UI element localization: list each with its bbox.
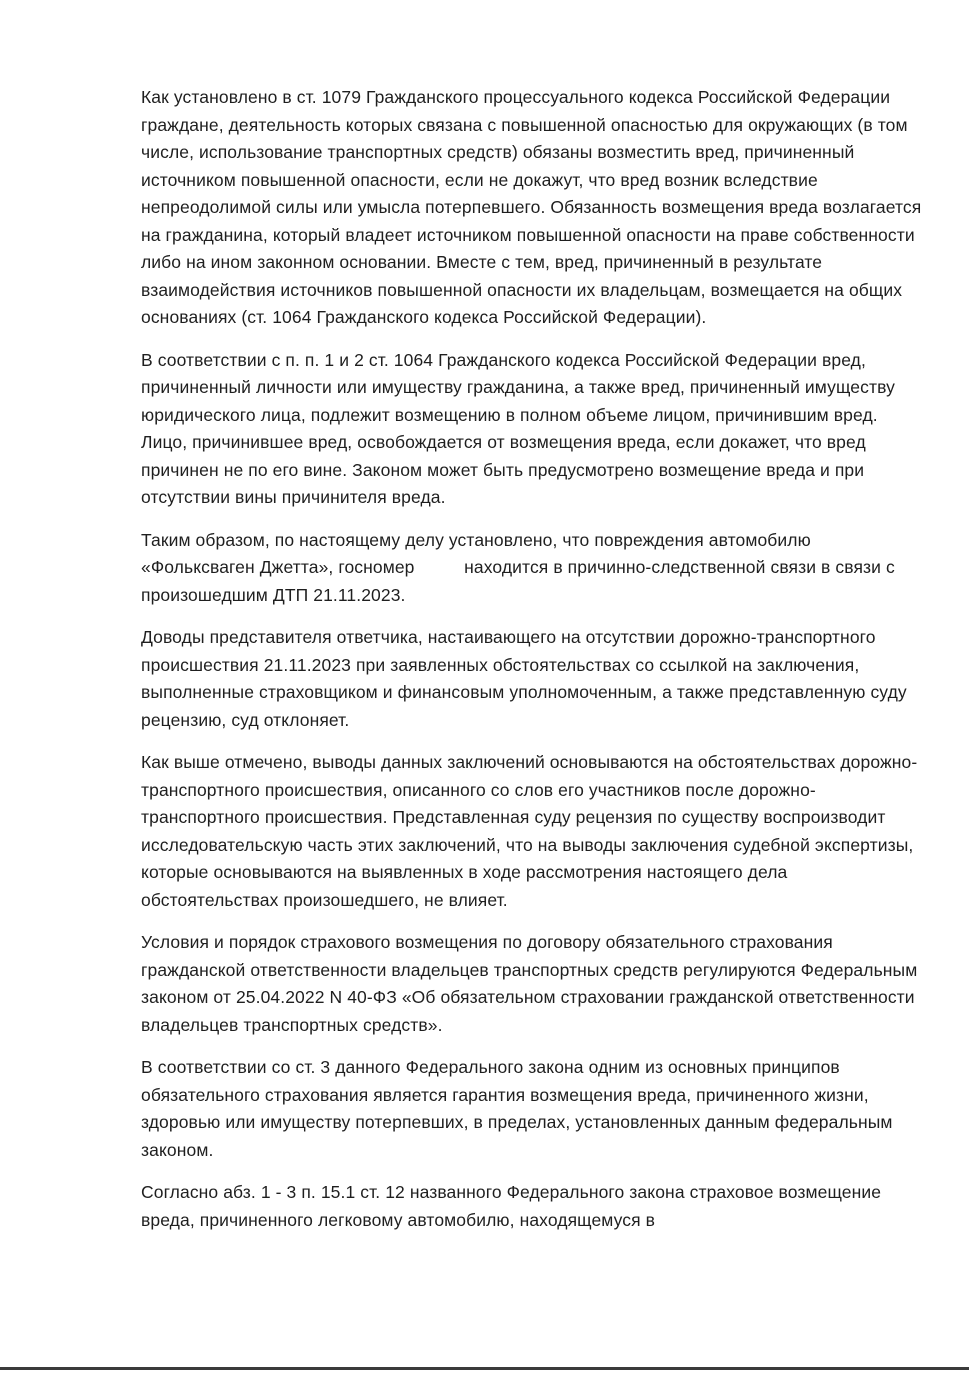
- paragraph: Таким образом, по настоящему делу установлено, что повреждения автомобилю «Фольксваген Джетта», госномер находится в причинно-следственной связи в связи с произошедшим ДТП 21.11.2023.: [141, 529, 900, 605]
- paragraph: Как установлено в ст. 1079 Гражданского процессуального кодекса Российской Федерации граждане, деятельность которых связана с повышенной опасностью для окружающих (в том числе, использование транспортных средств) обязаны возместить вред, причиненный источником повышенной опасности, если не докажут, что вред возник вследствие непреодолимой силы или умысла потерпевшего. Обязанность возмещения вреда возлагается на гражданина, который владеет источником повышенной опасности на праве собственности либо на ином законном основании. Вместе с тем, вред, причиненный в результате взаимодействия источников повышенной опасности их владельцам, возмещается на общих основаниях (ст. 1064 Гражданского кодекса Российской Федерации).: [141, 87, 927, 327]
- paragraph: Условия и порядок страхового возмещения по договору обязательного страхования гражданской ответственности владельцев транспортных средств регулируются Федеральным законом от 25.04.2022 N 40-ФЗ «Об обязательном страховании гражданской ответственности владельцев транспортных средств».: [141, 932, 923, 1035]
- paragraph: Как выше отмечено, выводы данных заключений основываются на обстоятельствах дорожно-транспортного происшествия, описанного со слов его участников после дорожно-транспортного происшествия. Представленная суду рецензия по существу воспроизводит исследовательскую часть этих заключений, что на выводы заключения судебной экспертизы, которые основываются на выявленных в ходе рассмотрения настоящего дела обстоятельствах произошедшего, не влияет.: [141, 752, 919, 910]
- paragraph: Согласно абз. 1 - 3 п. 15.1 ст. 12 названного Федерального закона страховое возмещение вреда, причиненного легковому автомобилю, находящемуся в: [141, 1182, 887, 1230]
- paragraph: В соответствии с п. п. 1 и 2 ст. 1064 Гражданского кодекса Российской Федерации вред, причиненный личности или имуществу гражданина, а также вред, причиненный имуществу юридического лица, подлежит возмещению в полном объеме лицом, причинившим вред. Лицо, причинившее вред, освобождается от возмещения вреда, если докажет, что вред причинен не по его вине. Законом может быть предусмотрено возмещение вреда и при отсутствии вины причинителя вреда.: [141, 349, 900, 507]
- paragraph: Доводы представителя ответчика, настаивающего на отсутствии дорожно-транспортного происшествия 21.11.2023 при заявленных обстоятельствах со ссылкой на заключения, выполненные страховщиком и финансовым уполномоченным, а также представленную суду рецензию, суд отклоняет.: [141, 627, 912, 730]
- document-body: [141, 84, 927, 1249]
- paragraph: В соответствии со ст. 3 данного Федерального закона одним из основных принципов обязательного страхования является гарантия возмещения вреда, причиненного жизни, здоровью или имуществу потерпевших, в пределах, установленных данным федеральным законом.: [141, 1057, 898, 1160]
- page-bottom-divider: [0, 1367, 969, 1370]
